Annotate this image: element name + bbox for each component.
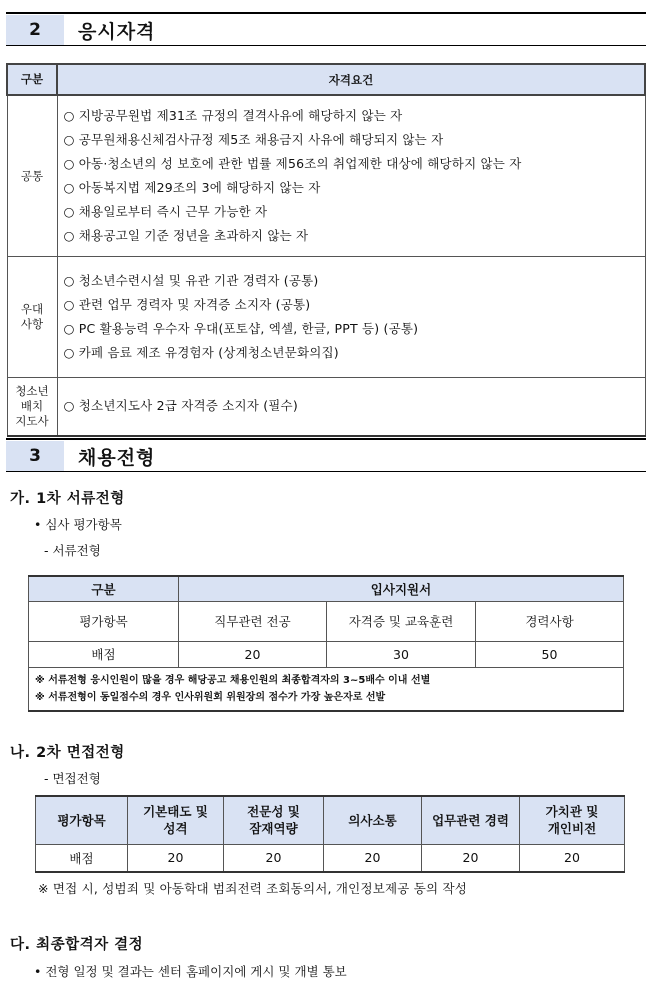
qualification-item: ○ 관련 업무 경력자 및 자격증 소지자 (공통): [63, 297, 311, 312]
doc-item: 직무관련 전공: [179, 601, 327, 641]
section-2-title: 응시자격: [78, 20, 156, 43]
qualification-items-common: [57, 95, 645, 257]
doc-notes-row: [29, 667, 624, 711]
interview-score: 20: [520, 844, 625, 872]
doc-score-label: 배점: [29, 641, 179, 667]
qualification-category-common: [7, 95, 57, 257]
doc-note: ※ 서류전형이 동일점수의 경우 인사위원회 위원장의 점수가 가장 높은자로 선발: [35, 691, 386, 703]
interview-table: [35, 795, 625, 873]
doc-item: 경력사항: [476, 601, 624, 641]
document-screening-table: [28, 575, 624, 712]
category-line: 사항: [20, 317, 44, 331]
doc-header-category: 구분: [29, 576, 179, 601]
doc-item: 자격증 및 교육훈련: [327, 601, 476, 641]
interview-item: 기본태도 및 성격: [128, 796, 224, 844]
doc-score: 50: [476, 641, 624, 667]
qualification-item: ○ 지방공무원법 제31조 규정의 결격사유에 해당하지 않는 자: [63, 108, 403, 123]
qualification-item: ○ 카페 음료 제조 유경험자 (상계청소년문화의집): [63, 345, 339, 360]
interview-score-label: 배점: [36, 844, 128, 872]
doc-items-row: [29, 601, 624, 641]
doc-notes: [29, 667, 624, 711]
doc-header-application: 입사지원서: [179, 576, 624, 601]
qualification-header-row: [7, 64, 645, 95]
category-line: 청소년: [15, 383, 49, 398]
section-2-header: [6, 12, 646, 46]
doc-header-row: [29, 576, 624, 601]
qualification-table: [6, 63, 646, 437]
interview-header-label: 평가항목: [36, 796, 128, 844]
doc-score: 30: [327, 641, 476, 667]
section-3-header: [6, 438, 646, 472]
section-2-bottom-rule: [6, 45, 646, 46]
qualification-items-instructor: [57, 378, 645, 436]
section-2-number: 2: [6, 15, 64, 45]
qualification-items-preference: [57, 257, 645, 378]
qualification-item: ○ 아동복지법 제29조의 3에 해당하지 않는 자: [63, 180, 321, 195]
interview-header-row: [36, 796, 625, 844]
step2-title: 나. 2차 면접전형: [10, 745, 125, 761]
section-3-title: 채용전형: [78, 446, 156, 469]
interview-item: 의사소통: [324, 796, 422, 844]
qualification-item: ○ 채용공고일 기준 정년을 초과하지 않는 자: [63, 228, 309, 243]
doc-score: 20: [179, 641, 327, 667]
qualification-header-category: 구분: [7, 64, 57, 95]
qualification-item: ○ 청소년수련시설 및 유관 기관 경력자 (공통): [63, 273, 319, 288]
qualification-item: ○ PC 활용능력 우수자 우대(포토샵, 엑셀, 한글, PPT 등) (공통): [63, 321, 419, 336]
interview-score: 20: [224, 844, 324, 872]
category-line: 우대: [20, 302, 44, 316]
category-line: 배치: [20, 398, 44, 413]
qualification-category-instructor: [7, 378, 57, 436]
qualification-row-instructor: [7, 378, 645, 436]
interview-score: 20: [324, 844, 422, 872]
section-3-number: 3: [6, 441, 64, 471]
qualification-row-common: [7, 95, 645, 257]
section-3-top-rule: [6, 438, 646, 440]
interview-score-row: [36, 844, 625, 872]
step1-bullet: • 심사 평가항목: [34, 517, 122, 532]
step3-bullet: • 전형 일정 및 결과는 센터 홈페이지에 게시 및 개별 통보: [34, 964, 347, 979]
qualification-header-requirements: 자격요건: [57, 64, 645, 95]
doc-note: ※ 서류전형 응시인원이 많을 경우 해당공고 채용인원의 최종합격자의 3~5배수 이내 선별: [35, 674, 431, 686]
category-line: 지도사: [15, 413, 49, 428]
qualification-item: ○ 채용일로부터 즉시 근무 가능한 자: [63, 204, 268, 219]
doc-score-row: [29, 641, 624, 667]
interview-score: 20: [128, 844, 224, 872]
qualification-item: ○ 청소년지도사 2급 자격증 소지자 (필수): [63, 398, 298, 414]
doc-row-label: 평가항목: [29, 601, 179, 641]
step1-title: 가. 1차 서류전형: [10, 491, 125, 507]
qualification-row-preference: [7, 257, 645, 378]
interview-note: ※ 면접 시, 성범죄 및 아동학대 범죄전력 조회동의서, 개인정보제공 동의 작성: [38, 881, 468, 896]
category-line: 공통: [20, 168, 44, 183]
step3-title: 다. 최종합격자 결정: [10, 937, 144, 953]
section-3-bottom-rule: [6, 471, 646, 472]
interview-score: 20: [422, 844, 520, 872]
step1-dash: - 서류전형: [44, 543, 101, 558]
qualification-item: ○ 아동·청소년의 성 보호에 관한 법률 제56조의 취업제한 대상에 해당하지 않는 자: [63, 156, 522, 171]
interview-item: 가치관 및 개인비전: [520, 796, 625, 844]
qualification-category-preference: [7, 257, 57, 378]
section-2-top-rule: [6, 12, 646, 14]
qualification-item: ○ 공무원채용신체검사규정 제5조 채용금지 사유에 해당되지 않는 자: [63, 132, 444, 147]
interview-item: 업무관련 경력: [422, 796, 520, 844]
interview-item: 전문성 및 잠재역량: [224, 796, 324, 844]
step2-dash: - 면접전형: [44, 771, 101, 786]
